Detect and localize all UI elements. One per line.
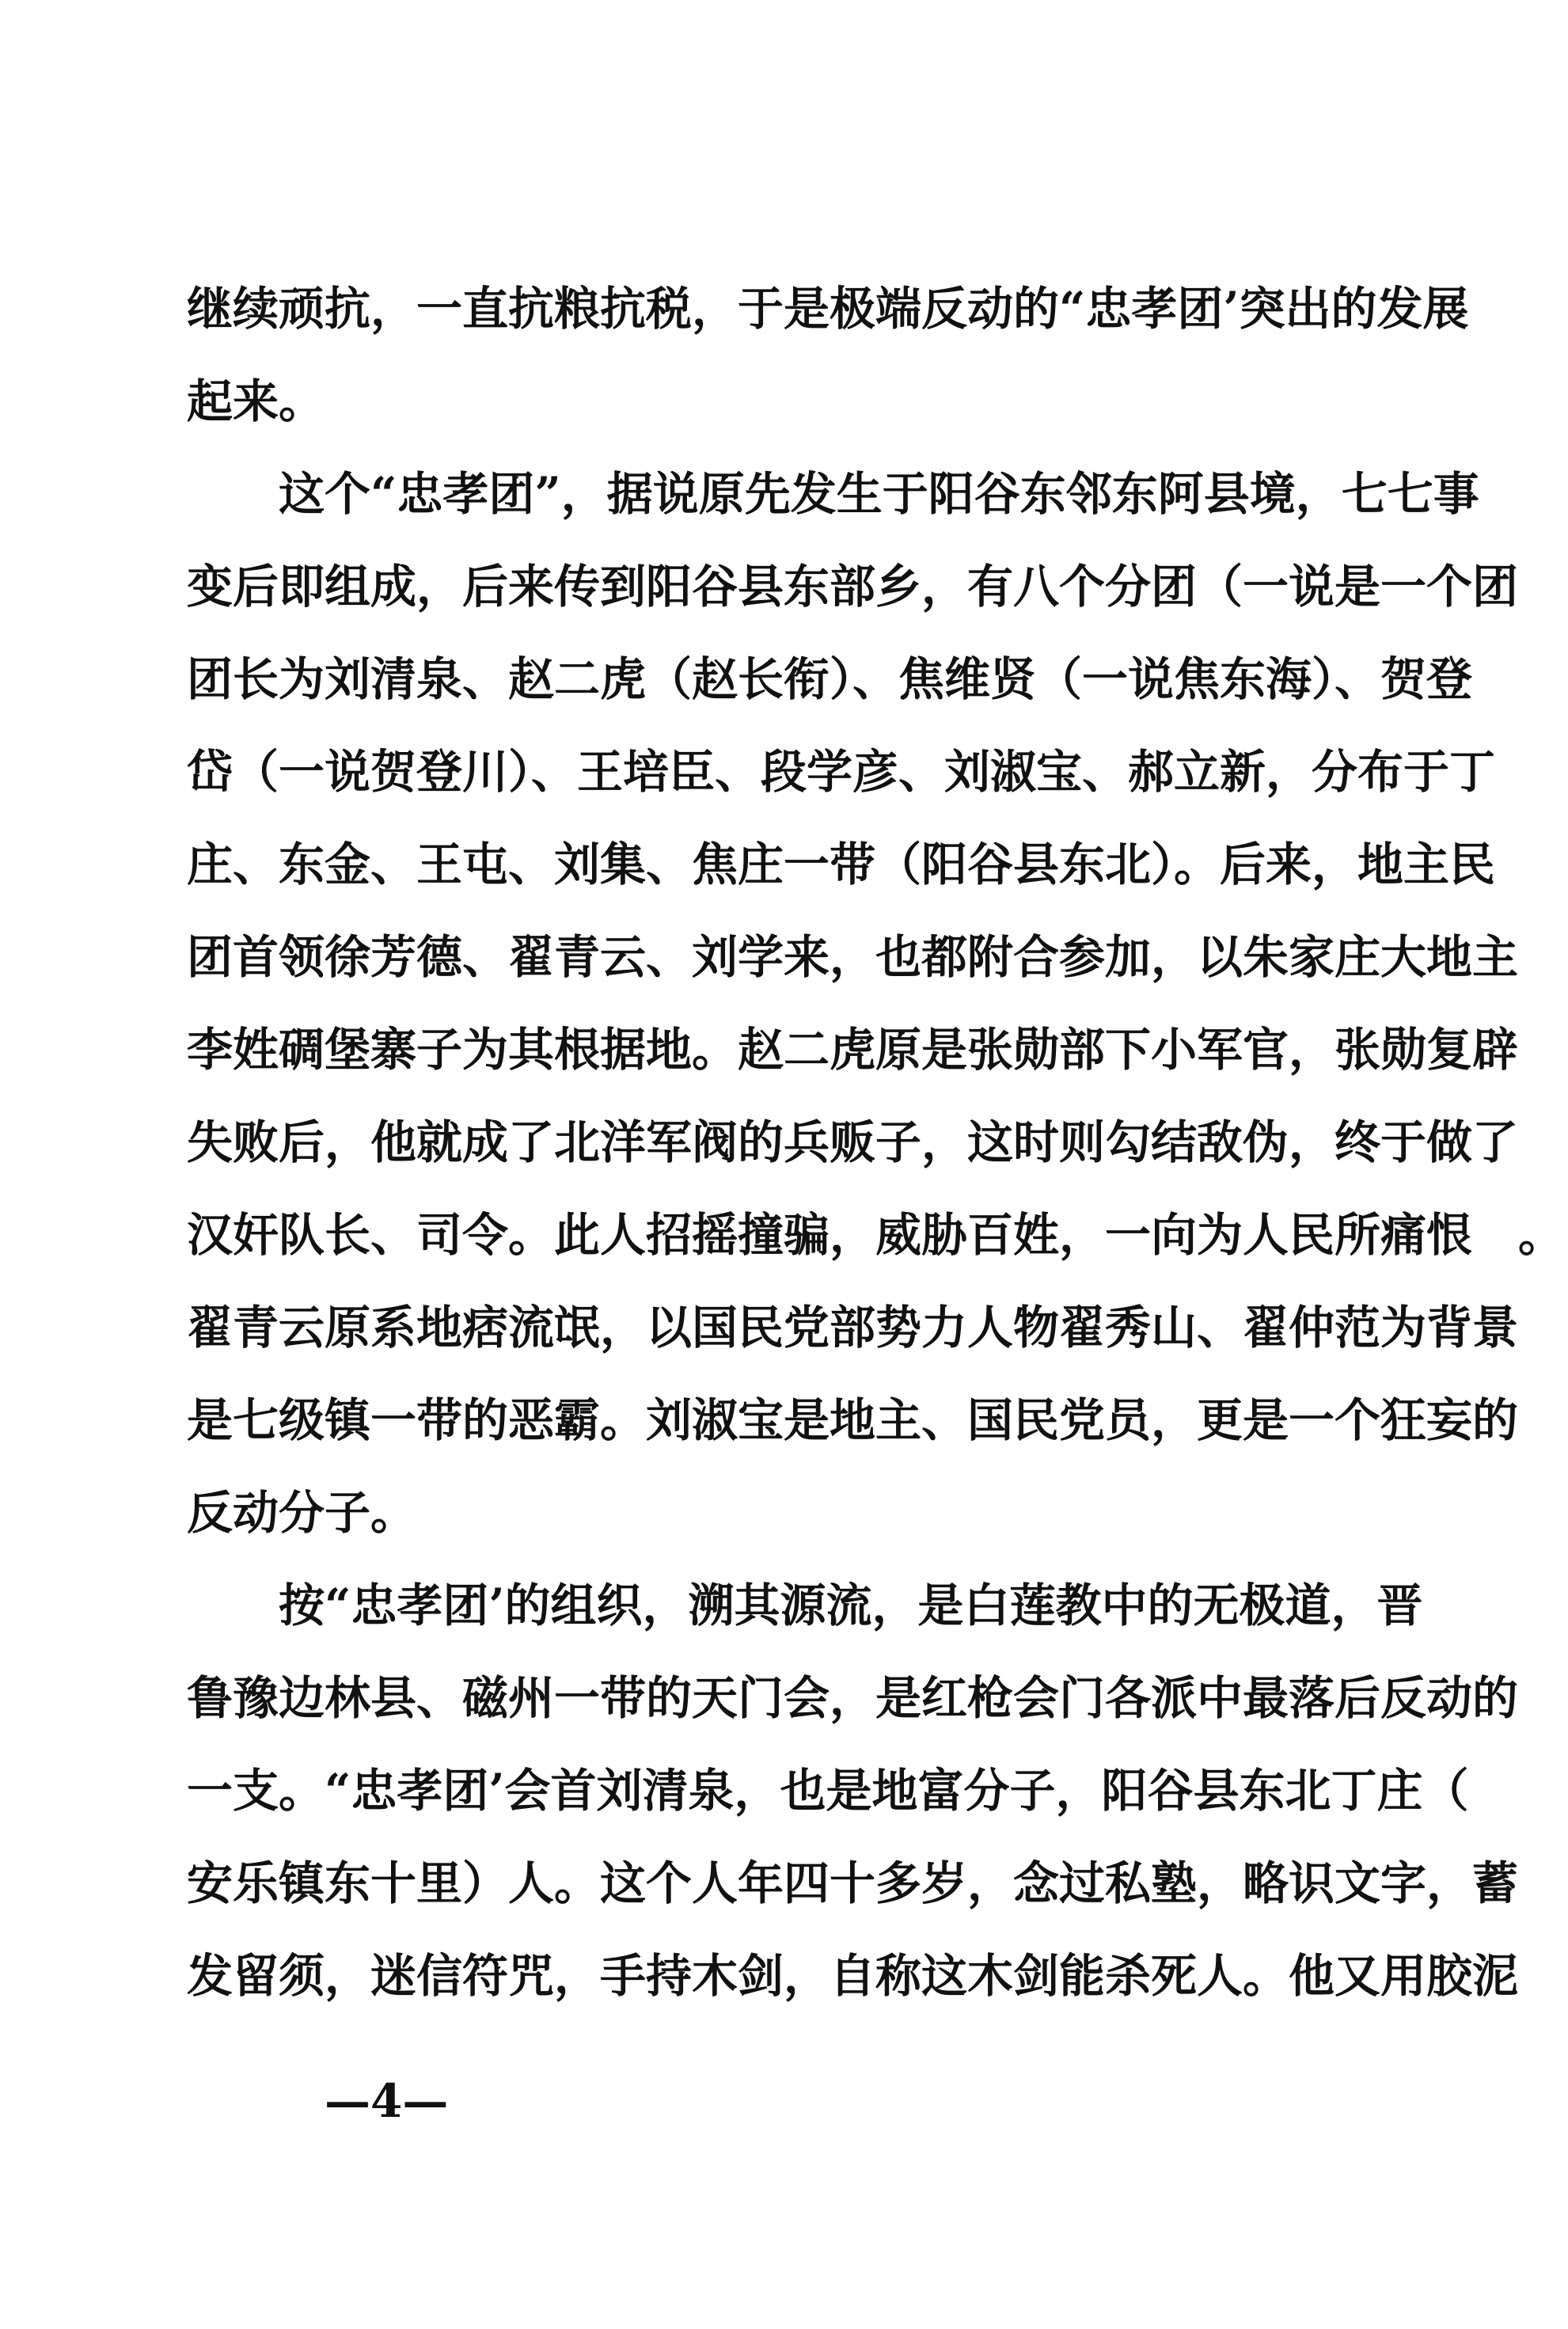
text-line: 李姓碉堡寨子为其根据地。赵二虎原是张勋部下小军官，张勋复辟: [187, 1023, 1519, 1077]
body-text: [187, 263, 1565, 2023]
text-line: 团长为刘清泉、赵二虎（赵长衔）、焦维贤（一说焦东海）、贺登: [187, 652, 1473, 706]
text-line: 岱（一说贺登川）、王培臣、段学彦、刘淑宝、郝立新，分布于丁: [187, 745, 1496, 799]
text-line: 发留须，迷信符咒，手持木剑，自称这木剑能杀死人。他又用胶泥: [187, 1949, 1519, 2003]
page-number: —4—: [325, 2074, 449, 2128]
text-line: 一支。“忠孝团’会首刘清泉，也是地富分子，阳谷县东北丁庄（: [187, 1764, 1469, 1818]
text-line: 是七级镇一带的恶霸。刘淑宝是地主、国民党员，更是一个狂妄的: [187, 1393, 1519, 1447]
text-line: 汉奸队长、司令。此人招摇撞骗，威胁百姓，一向为人民所痛恨 。: [187, 1208, 1565, 1262]
text-line: 安乐镇东十里）人。这个人年四十多岁，念过私塾，略识文字，蓄: [187, 1856, 1519, 1910]
text-line: 团首领徐芳德、翟青云、刘学来，也都附合参加，以朱家庄大地主: [187, 930, 1519, 984]
text-line: 继续顽抗，一直抗粮抗税，于是极端反动的“忠孝团’突出的发展: [187, 282, 1469, 336]
text-line: 按“忠孝团’的组织，溯其源流，是白莲教中的无极道，晋: [187, 1579, 1423, 1632]
text-line: 反动分子。: [187, 1486, 417, 1540]
text-line: 庄、东金、王屯、刘集、焦庄一带（阳谷县东北）。后来，地主民: [187, 838, 1496, 891]
text-line: 这个“忠孝团”，据说原先发生于阳谷东邻东阿县境，七七事: [187, 467, 1479, 521]
text-line: 起来。: [187, 374, 325, 428]
text-line: 失败后，他就成了北洋军阀的兵贩子，这时则勾结敌伪，终于做了: [187, 1115, 1519, 1169]
text-line: 变后即组成，后来传到阳谷县东部乡，有八个分团（一说是一个团: [187, 560, 1519, 614]
text-line: 翟青云原系地痞流氓，以国民党部势力人物翟秀山、翟仲范为背景: [187, 1301, 1519, 1354]
text-line: 鲁豫边林县、磁州一带的天门会，是红枪会门各派中最落后反动的: [187, 1671, 1519, 1725]
